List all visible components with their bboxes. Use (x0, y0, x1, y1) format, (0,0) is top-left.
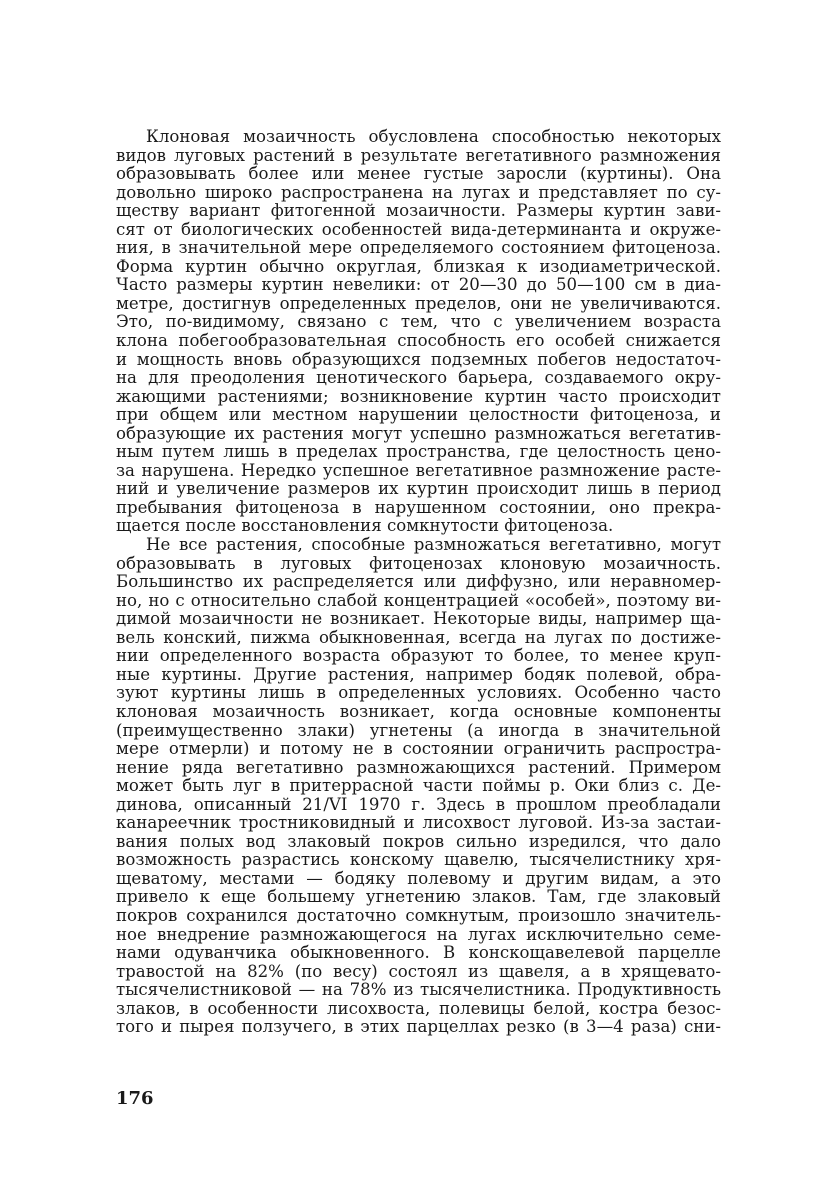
text-line: мере отмерли) и потому не в состоянии ограничить распростра- (116, 740, 721, 759)
text-line: клона побегообразовательная способность его особей снижается (116, 332, 721, 351)
text-line: образовывать более или менее густые заросли (куртины). Она (116, 165, 721, 184)
text-line: возможность разрастись конскому щавелю, тысячелистнику хря- (116, 851, 721, 870)
text-line: динова, описанный 21/VI 1970 г. Здесь в прошлом преобладали (116, 795, 721, 814)
text-line: Часто размеры куртин невелики: от 20—30 до 50—100 см в диа- (116, 276, 721, 295)
text-line: пребывания фитоценоза в нарушенном состоянии, оно прекра- (116, 498, 721, 517)
text-line: видов луговых растений в результате вегетативного размножения (116, 146, 721, 165)
text-line: щается после восстановления сомкнутости фитоценоза. (116, 517, 614, 536)
text-line: ния, в значительной мере определяемого состоянием фитоценоза. (116, 239, 721, 258)
text-line: на для преодоления ценотического барьера, создаваемого окру- (116, 369, 721, 388)
text-line: нами одуванчика обыкновенного. В конскощавелевой парцелле (116, 944, 721, 963)
text-line: нии определенного возраста образуют то более, то менее круп- (116, 647, 721, 666)
text-line: ществу вариант фитогенной мозаичности. Размеры куртин зави- (116, 202, 721, 221)
text-line: нение ряда вегетативно размножающихся растений. Примером (116, 758, 721, 777)
text-line: образовывать в луговых фитоценозах клоновую мозаичность. (116, 554, 721, 573)
page-number: 176 (116, 1088, 154, 1109)
text-line: щеватому, местами — бодяку полевому и другим видам, а это (116, 869, 721, 888)
text-line: зуют куртины лишь в определенных условиях. Особенно часто (116, 684, 721, 703)
text-line: Не все растения, способные размножаться вегетативно, могут (146, 536, 721, 555)
text-line: привело к еще большему угнетению злаков. Там, где злаковый (116, 888, 721, 907)
text-line: Клоновая мозаичность обусловлена способностью некоторых (146, 128, 721, 146)
text-line: сят от биологических особенностей вида-детерминанта и окруже- (116, 220, 721, 239)
text-line: Большинство их распределяется или диффузно, или неравномер- (116, 573, 721, 592)
text-line: ное внедрение размножающегося на лугах исключительно семе- (116, 925, 721, 944)
text-line: покров сохранился достаточно сомкнутым, произошло значитель- (116, 906, 721, 925)
text-line: Это, по-видимому, связано с тем, что с увеличением возраста (116, 313, 721, 332)
text-line: травостой на 82% (по весу) состоял из щавеля, а в хрящевато- (116, 962, 721, 981)
text-column (116, 128, 721, 1037)
text-line: димой мозаичности не возникает. Некоторые виды, например ща- (116, 610, 721, 629)
text-line: Форма куртин обычно округлая, близкая к изодиаметрической. (116, 257, 721, 276)
text-line: того и пырея ползучего, в этих парцеллах резко (в 3—4 раза) сни- (116, 1018, 721, 1037)
text-line: (преимущественно злаки) угнетены (а иногда в значительной (116, 721, 721, 740)
text-line: образующие их растения могут успешно размножаться вегетатив- (116, 424, 721, 443)
text-line: при общем или местном нарушении целостности фитоценоза, и (116, 406, 721, 425)
text-line: жающими растениями; возникновение куртин часто происходит (116, 387, 721, 406)
paragraph-clonal-mosaicity (116, 128, 721, 536)
text-line: довольно широко распространена на лугах и представляет по су- (116, 183, 721, 202)
text-line: злаков, в особенности лисохвоста, полевицы белой, костра безос- (116, 999, 721, 1018)
text-line: ные куртины. Другие растения, например бодяк полевой, обра- (116, 665, 721, 684)
text-line: тысячелистниковой — на 78% из тысячелистника. Продуктивность (116, 981, 721, 1000)
text-line: клоновая мозаичность возникает, когда основные компоненты (116, 702, 721, 721)
text-line: и мощность вновь образующихся подземных побегов недостаточ- (116, 350, 721, 369)
text-line: за нарушена. Нередко успешное вегетативное размножение расте- (116, 461, 721, 480)
paragraph-vegetative-plants (116, 536, 721, 1037)
text-line: канареечник тростниковидный и лисохвост луговой. Из-за застаи- (116, 814, 721, 833)
text-line: метре, достигнув определенных пределов, они не увеличиваются. (116, 294, 721, 313)
text-line: но, но с относительно слабой концентрацией «особей», поэтому ви- (116, 591, 721, 610)
text-line: вания полых вод злаковый покров сильно изредился, что дало (116, 832, 721, 851)
text-line: ным путем лишь в пределах пространства, где целостность цено- (116, 443, 721, 462)
text-line: вель конский, пижма обыкновенная, всегда на лугах по достиже- (116, 628, 721, 647)
text-line: может быть луг в притеррасной части поймы р. Оки близ с. Де- (116, 777, 721, 796)
text-line: ний и увеличение размеров их куртин происходит лишь в период (116, 480, 721, 499)
